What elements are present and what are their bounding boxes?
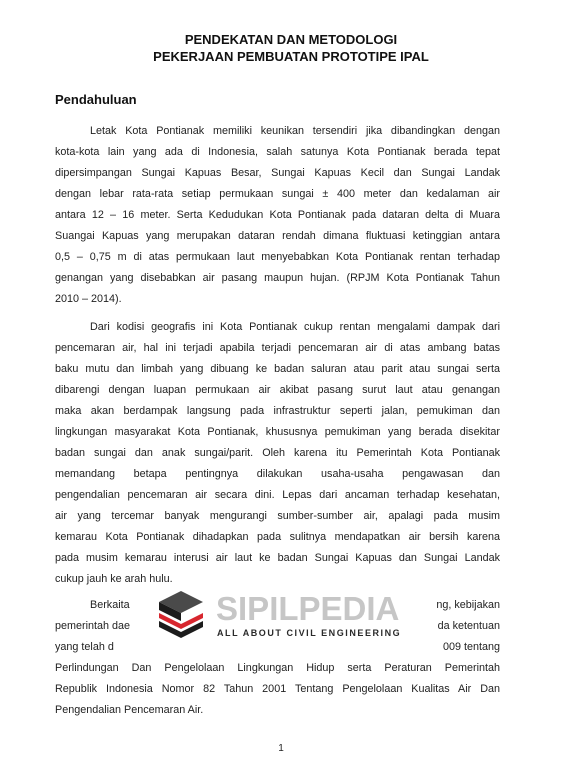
paragraph-line: genangan yang disebabkan air pasang maupun hujan. (RPJM Kota Pontianak Tahun [55, 272, 500, 284]
paragraph-line: 0,5 – 0,75 m di atas permukaan laut menyebabkan Kota Pontianak rentan terhadap [55, 251, 500, 263]
title-line: PEKERJAAN PEMBUATAN PROTOTIPE IPAL [153, 49, 429, 64]
paragraph-line: Dari kodisi geografis ini Kota Pontianak cukup rentan mengalami dampak dari [90, 321, 500, 333]
paragraph-2 [55, 317, 500, 590]
paragraph-line: pada musim kemarau interusi air laut ke badan Sungai Kapuas dan Sungai Landak [55, 552, 500, 564]
paragraph-line: 2010 – 2014). [55, 293, 122, 305]
paragraph-line: baku mutu dan limbah yang dibuang ke badan saluran atau parit atau sungai serta [55, 363, 500, 375]
line-fragment-left: pemerintah dae [55, 620, 131, 632]
paragraph-line: lingkungan masyarakat Kota Pontianak, khususnya pemukiman yang berada disekitar [55, 426, 500, 438]
line-fragment-right: ng, kebijakan [436, 599, 500, 611]
paragraph-line: dipersimpangan Sungai Kapuas Besar, Sungai Kapuas Kecil dan Sungai Landak [55, 167, 500, 179]
line-fragment-right: 009 tentang [442, 641, 500, 653]
paragraph-1 [55, 121, 500, 310]
paragraph-line: Suangai Kapuas yang merupakan dataran rendah dimana fluktuasi ketinggian antara [55, 230, 500, 242]
watermark [150, 588, 422, 654]
document-title [70, 31, 512, 65]
line-fragment-right: da ketentuan [437, 620, 500, 632]
paragraph-line: Perlindungan Dan Pengelolaan Lingkungan Hidup serta Peraturan Pemerintah [55, 662, 500, 674]
paragraph-line: pengendalian pencemaran air secara dini. Lepas dari ancaman terhadap kesehatan, [55, 489, 500, 501]
paragraph-line: air yang tercemar banyak mengurangi sumber-sumber air, apalagi pada musim [55, 510, 500, 522]
section-heading: Pendahuluan [55, 92, 137, 107]
paragraph-line: Letak Kota Pontianak memiliki keunikan tersendiri jika dibandingkan dengan [90, 125, 500, 137]
paragraph-line: kota-kota lain yang ada di Indonesia, salah satunya Kota Pontianak berada tepat [55, 146, 500, 158]
paragraph-line: dengan lebar rata-rata setiap permukaan sungai ± 400 meter dan kedalaman air [55, 188, 500, 200]
paragraph-line: badan sungai dan anak sungai/parit. Oleh karena itu Pemerintah Kota Pontianak [55, 447, 500, 459]
paragraph-line: pencemaran air, hal ini terjadi apabila terjadi pencemaran air di atas ambang batas [55, 342, 500, 354]
paragraph-line: antara 12 – 16 meter. Serta Kedudukan Kota Pontianak pada dataran delta di Muara [55, 209, 500, 221]
paragraph-line: maka akan berdampak langsung pada infrastruktur seperti jalan, pemukiman dan [55, 405, 500, 417]
title-line: PENDEKATAN DAN METODOLOGI [184, 32, 398, 47]
paragraph-line: Republik Indonesia Nomor 82 Tahun 2001 Tentang Pengelolaan Kualitas Air Dan [55, 683, 500, 695]
sipilpedia-logo-icon [153, 588, 209, 644]
paragraph-line: cukup jauh ke arah hulu. [55, 573, 173, 585]
line-fragment-left: yang telah d [55, 641, 114, 653]
paragraph-line: Pengendalian Pencemaran Air. [55, 704, 204, 716]
line-fragment-left: Berkaita [90, 599, 130, 611]
paragraph-line: dibarengi dengan luapan permukaan air akibat pasang surut laut atau genangan [55, 384, 500, 396]
watermark-tagline: ALL ABOUT CIVIL ENGINEERING [217, 628, 402, 638]
paragraph-line: memandang betapa pentingnya dilakukan usaha-usaha pengawasan dan [55, 468, 500, 480]
paragraph-line: kemarau Kota Pontianak dihadapkan pada sulitnya mendapatkan air bersih karena [55, 531, 500, 543]
watermark-brand: SIPILPEDIA [216, 590, 400, 627]
page-number: 1 [278, 743, 284, 754]
